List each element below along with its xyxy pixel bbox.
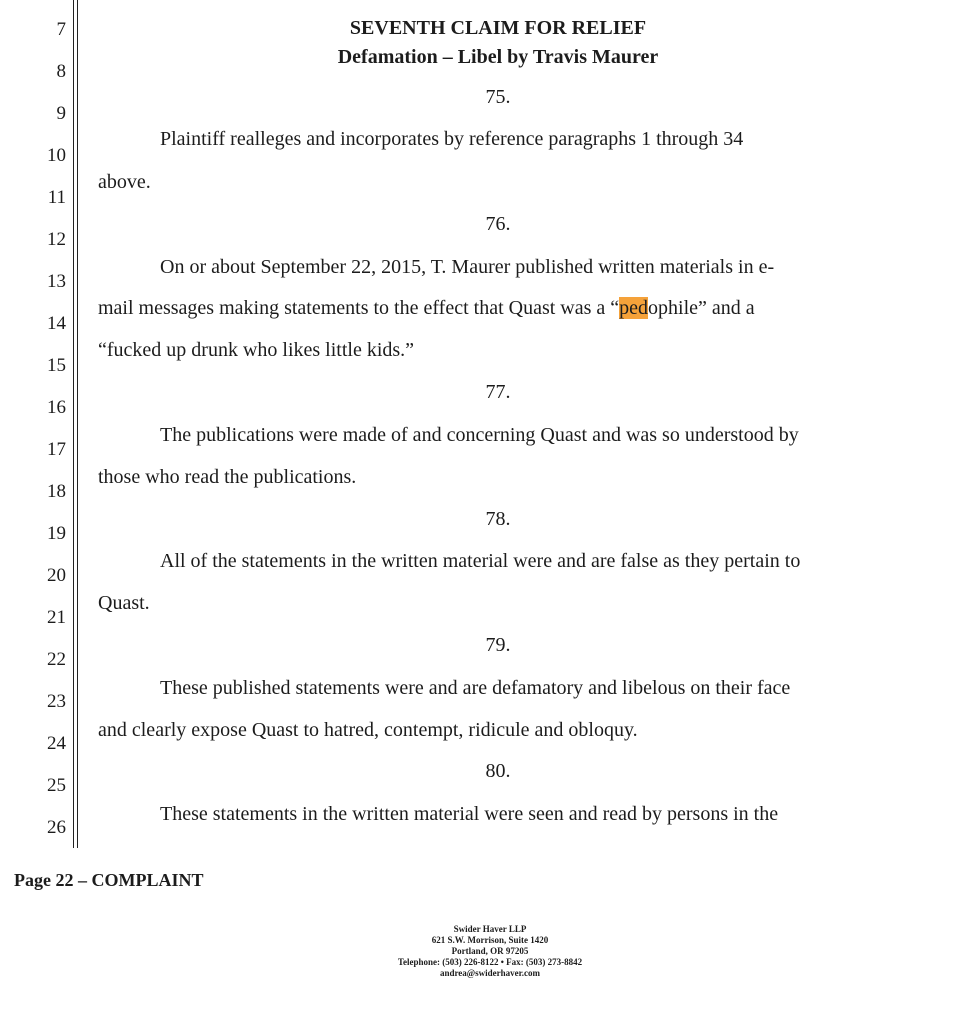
line-number: 24 [47, 733, 66, 754]
firm-address-line: Portland, OR 97205 [451, 946, 529, 956]
paragraph-line [98, 296, 755, 320]
paragraph-line-text: ophile” and a [648, 297, 755, 319]
paragraph-number: 75. [485, 86, 511, 108]
paragraph-number: 79. [485, 634, 511, 656]
paragraph-number: 76. [485, 213, 511, 235]
paragraph-number: 80. [485, 760, 511, 782]
line-number: 7 [56, 19, 66, 40]
line-number: 17 [47, 439, 66, 460]
page-footer-label: Page 22 – COMPLAINT [14, 870, 204, 890]
paragraph-line: These published statements were and are defamatory and libelous on their face [160, 677, 791, 699]
line-number: 23 [47, 691, 66, 712]
paragraph-line: All of the statements in the written material were and are false as they pertain to [160, 550, 801, 572]
claim-subheading: Defamation – Libel by Travis Maurer [337, 46, 659, 68]
line-number: 8 [56, 61, 66, 82]
paragraph-line: These statements in the written material were seen and read by persons in the [160, 803, 779, 825]
paragraph-line: and clearly expose Quast to hatred, contempt, ridicule and obloquy. [98, 719, 638, 741]
paragraph-line: Quast. [98, 592, 150, 614]
line-number: 26 [47, 817, 66, 838]
claim-heading: SEVENTH CLAIM FOR RELIEF [349, 17, 647, 39]
paragraph-line: “fucked up drunk who likes little kids.” [98, 339, 415, 361]
firm-name: Swider Haver LLP [453, 924, 527, 934]
paragraph-number: 78. [485, 508, 511, 530]
line-number: 16 [47, 397, 66, 418]
paragraph-line-text: mail messages making statements to the effect that Quast was a “ [98, 297, 620, 319]
firm-address-line: 621 S.W. Morrison, Suite 1420 [431, 935, 549, 945]
firm-letterhead [300, 924, 680, 979]
line-number: 20 [47, 565, 66, 586]
line-number: 9 [56, 103, 66, 124]
line-number: 18 [47, 481, 66, 502]
line-number: 12 [47, 229, 66, 250]
paragraph-line: The publications were made of and concerning Quast and was so understood by [160, 424, 799, 446]
line-number: 13 [47, 271, 66, 292]
search-highlight: ped [619, 297, 649, 319]
firm-phone-fax: Telephone: (503) 226-8122 • Fax: (503) 273-8842 [397, 957, 583, 967]
line-number: 14 [47, 313, 66, 334]
line-number: 11 [47, 187, 66, 208]
paragraph-line: Plaintiff realleges and incorporates by reference paragraphs 1 through 34 [160, 128, 744, 150]
line-number: 21 [47, 607, 66, 628]
firm-email: andrea@swiderhaver.com [439, 968, 541, 978]
line-number: 22 [47, 649, 66, 670]
line-number: 19 [47, 523, 66, 544]
paragraph-line: those who read the publications. [98, 466, 357, 488]
paragraph-number: 77. [485, 381, 511, 403]
line-number: 10 [47, 145, 66, 166]
line-number: 25 [47, 775, 66, 796]
line-number: 15 [47, 355, 66, 376]
paragraph-line: above. [98, 171, 151, 193]
paragraph-line: On or about September 22, 2015, T. Maurer published written materials in e- [160, 256, 775, 278]
